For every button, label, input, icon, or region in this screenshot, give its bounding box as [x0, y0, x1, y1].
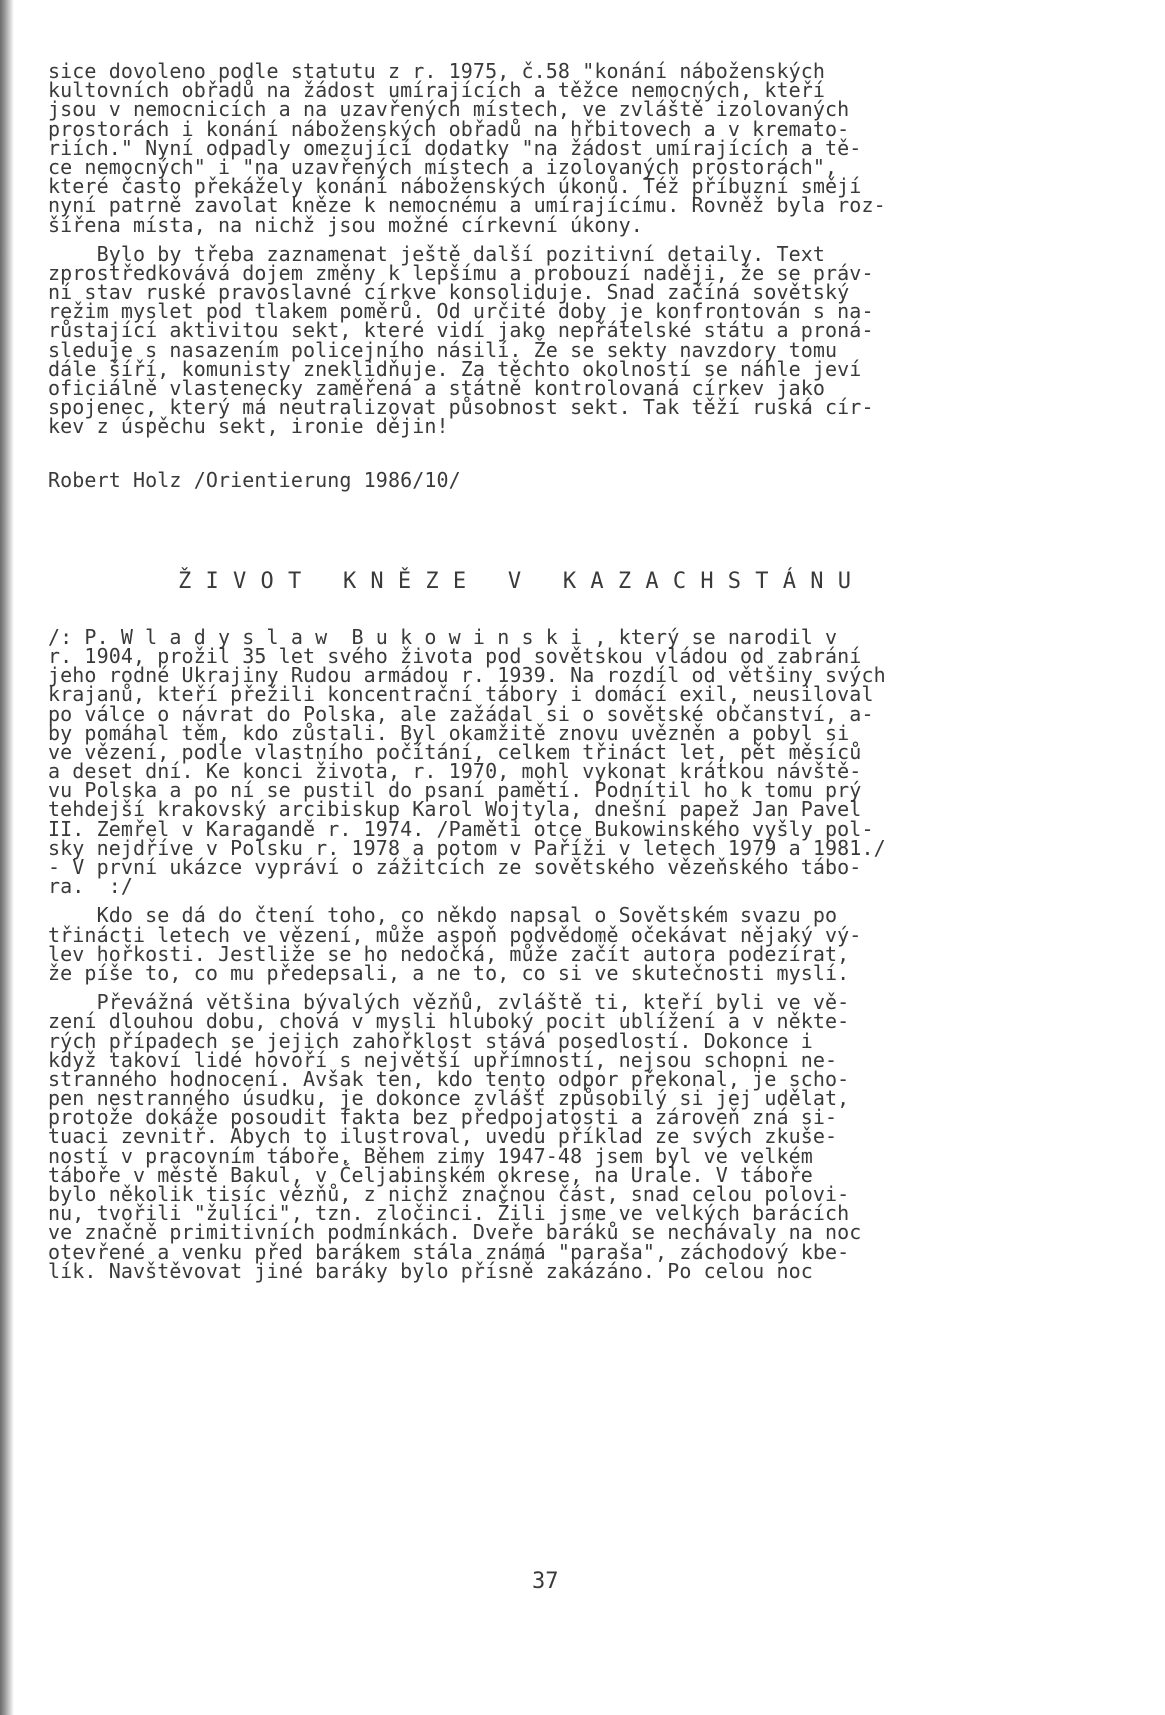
text-line: že píše to, co mu předepsali, a ne to, co si ve skutečnosti myslí. [48, 960, 850, 985]
text-line: růstající aktivitou sekt, které vidí jako nepřátelské státu a proná- [48, 318, 874, 343]
text-line: Převážná většina bývalých vězňů, zvláště ti, kteří byli ve vě- [48, 990, 850, 1015]
text-line: sky nejdříve v Polsku r. 1978 a potom v Paříži v letech 1979 a 1981./ [48, 835, 886, 860]
text-line: ce nemocných" i "na uzavřených místech a izolovaných prostorách", [48, 154, 838, 179]
text-line: spojenec, který má neutralizovat působnost sekt. Tak těží ruská cír- [48, 395, 874, 420]
paragraph-reading [48, 903, 1108, 985]
text-line: pen nestranného úsudku, je dokonce zvlášť způsobilý si jej udělat, [48, 1086, 850, 1111]
text-line: a deset dní. Ke konci života, r. 1970, mohl vykonat krátkou návště- [48, 759, 862, 784]
text-line: ve vězení, podle vlastního počítání, celkem třináct let, pět měsíců [48, 739, 862, 764]
text-line: kultovních obřadů na žádost umírajících a těžce nemocných, kteří [48, 78, 826, 103]
text-line: /: P. W l a d y s l a w B u k o w i n s k i , který se narodil v [48, 624, 838, 649]
text-line: jeho rodné Ukrajiny Rudou armádou r. 1939. Na rozdíl od většiny svých [48, 663, 886, 688]
source-citation: Robert Holz /Orientierung 1986/10/ [48, 467, 461, 492]
text-line: protože dokáže posoudit fakta bez předpojatosti a zároveň zná si- [48, 1105, 838, 1130]
text-line: dále šíří, komunisty zneklidňuje. Za těchto okolností se náhle jeví [48, 356, 862, 381]
text-line: nyní patrně zavolat kněze k nemocnému a umírajícímu. Rovněž byla roz- [48, 193, 886, 218]
text-line: r. 1904, prožil 35 let svého života pod sovětskou vládou od zabrání [48, 643, 862, 668]
text-line: krajanů, kteří přežili koncentrační tábory i domácí exil, neusiloval [48, 682, 874, 707]
text-line: jsou v nemocnicích a na uzavřených místech, ve zvláště izolovaných [48, 97, 850, 122]
document-page [48, 59, 1108, 1283]
text-line: nu, tvořili "žulíci", tzn. zločinci. Žili jsme ve velkých barácích [48, 1201, 850, 1226]
text-line: třinácti letech ve vězení, může aspoň podvědomě očekávat nějaký vý- [48, 922, 862, 947]
text-line: šířena místa, na nichž jsou možné církevní úkony. [48, 212, 643, 237]
text-line: ve značně primitivních podmínkách. Dveře baráků se nechávaly na noc [48, 1220, 862, 1245]
text-line: kev z úspěchu sekt, ironie dějin! [48, 414, 449, 439]
text-line: sice dovoleno podle statutu z r. 1975, č.58 "konání náboženských [48, 59, 826, 83]
text-line: - V první ukázce vypráví o zážitcích ze sovětského vězeňského tábo- [48, 855, 862, 879]
text-line: režim myslet pod tlakem poměrů. Od určité doby je konfrontován s na- [48, 299, 874, 324]
text-line: lík. Navštěvovat jiné baráky bylo přísně zakázáno. Po celou noc [48, 1258, 813, 1283]
paragraph-continuation [48, 59, 1108, 237]
text-line: riích." Nyní odpadly omezující dodatky "na žádost umírajících a tě- [48, 135, 862, 160]
binding-edge [0, 0, 14, 1715]
text-line: vu Polska a po ní se pustil do psaní pamětí. Podnítil ho k tomu prý [48, 778, 862, 803]
text-line: ní stav ruské pravoslavné církve konsoliduje. Snad začíná sovětský [48, 280, 850, 305]
text-line: tuaci zevnitř. Abych to ilustroval, uvedu příklad ze svých zkuše- [48, 1124, 838, 1149]
text-line: zprostředkovává dojem změny k lepšímu a probouzí naději, že se práv- [48, 260, 874, 285]
text-line: stranného hodnocení. Avšak ten, kdo tento odpor překonal, je scho- [48, 1066, 850, 1091]
text-line: zení dlouhou dobu, chová v mysli hluboký pocit ublížení a v někte- [48, 1009, 850, 1034]
text-line: by pomáhal těm, kdo zůstali. Byl okamžitě znovu uvězněn a pobyl si [48, 720, 850, 745]
text-line: prostorách i konání náboženských obřadů na hřbitovech a v kremato- [48, 116, 850, 141]
text-line: oficiálně vlastenecky zaměřená a státně kontrolovaná církev jako [48, 376, 826, 400]
text-line: bylo několik tisíc vězňů, z nichž značnou část, snad celou polovi- [48, 1182, 850, 1206]
text-line: otevřené a venku před barákem stála známá "paraša", záchodový kbe- [48, 1239, 850, 1264]
text-line: ností v pracovním táboře. Během zimy 1947-48 jsem byl ve velkém [48, 1143, 813, 1168]
page-number: 37 [532, 1569, 559, 1594]
paragraph-prisoners [48, 990, 1108, 1283]
text-line: Kdo se dá do čtení toho, co někdo napsal o Sovětském svazu po [48, 903, 838, 928]
text-line: lev hořkosti. Jestliže se ho nedočká, může začít autora podezírat, [48, 941, 850, 966]
article-heading: Ž I V O T K N Ě Z E V K A Z A C H S T Á N U [178, 568, 852, 594]
paragraph-detaily [48, 241, 1108, 439]
text-line: tehdejší krakovský arcibiskup Karol Wojtyla, dnešní papež Jan Pavel [48, 797, 862, 822]
text-line: ra. :/ [48, 874, 133, 899]
text-line: když takoví lidé hovoří s největší upřímností, nejsou schopni ne- [48, 1047, 838, 1072]
text-line: sleduje s nasazením policejního násilí. Že se sekty navzdory tomu [48, 337, 838, 362]
text-line: Bylo by třeba zaznamenat ještě další pozitivní detaily. Text [48, 241, 826, 266]
intro-paragraph [48, 624, 1108, 899]
text-line: po válce o návrat do Polska, ale zažádal si o sovětské občanství, a- [48, 701, 874, 726]
text-line: které často překážely konání náboženských úkonů. Též příbuzní smějí [48, 174, 862, 199]
text-line: táboře v městě Bakul, v Čeljabinském okrese, na Urale. V táboře [48, 1162, 813, 1187]
text-line: rých případech se jejich zahořklost stává posedlostí. Dokonce i [48, 1028, 813, 1053]
text-line: II. Zemřel v Karagandě r. 1974. /Paměti otce Bukowinského vyšly pol- [48, 816, 874, 841]
